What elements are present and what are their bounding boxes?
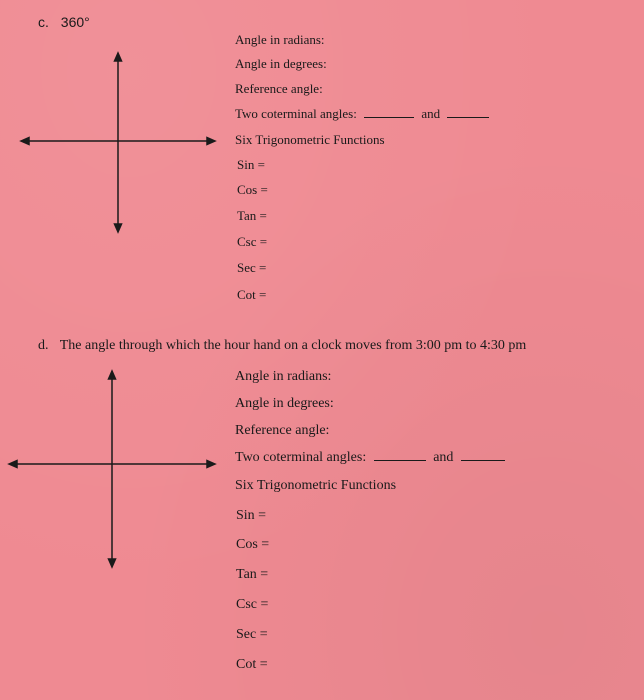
part-c-reference-label: Reference angle: [235, 81, 323, 96]
part-d-reference-label: Reference angle: [235, 423, 330, 438]
part-c-arrow-right [207, 138, 215, 145]
part-c-radians-label: Angle in radians: [235, 32, 325, 47]
part-d-degrees-label: Angle in degrees: [235, 396, 334, 411]
part-c-six-trig-heading: Six Trigonometric Functions [235, 132, 385, 147]
part-c-arrow-down [115, 224, 122, 232]
part-d-axes [6, 368, 218, 570]
part-c-tan: Tan = [237, 208, 267, 223]
part-d-coterminal-label: Two coterminal angles: [235, 450, 367, 465]
part-c-axes [18, 50, 218, 235]
part-d-coterminal-blank-2[interactable] [461, 459, 505, 461]
part-c-sec: Sec = [237, 260, 267, 275]
part-c-csc: Csc = [237, 234, 268, 249]
part-d-csc: Csc = [236, 597, 269, 612]
part-c-arrow-up [115, 53, 122, 61]
part-c-cos: Cos = [237, 182, 268, 197]
part-d-tan: Tan = [236, 567, 269, 582]
part-d-arrow-left [9, 461, 17, 468]
part-c-heading [38, 14, 90, 30]
part-c-coterminal-row [235, 106, 489, 122]
part-c-coterminal-label: Two coterminal angles: [235, 106, 357, 121]
part-d-sec: Sec = [236, 627, 268, 642]
part-c-coterminal-and: and [421, 106, 441, 121]
part-d-radians-label: Angle in radians: [235, 369, 332, 384]
part-c-degrees-label: Angle in degrees: [235, 56, 327, 71]
part-d-cos: Cos = [236, 537, 270, 552]
part-c-coterminal-blank-1[interactable] [364, 116, 414, 118]
part-c-sin: Sin = [237, 157, 265, 172]
part-d-heading [38, 338, 526, 354]
part-c-angle: 360° [60, 14, 90, 30]
part-c-cot: Cot = [237, 287, 267, 302]
part-d-six-trig-heading: Six Trigonometric Functions [235, 478, 397, 493]
part-c-arrow-left [21, 138, 29, 145]
part-d-coterminal-and: and [433, 450, 454, 465]
part-d-coterminal-blank-1[interactable] [374, 459, 426, 461]
part-d-arrow-up [109, 371, 116, 379]
part-d-arrow-down [109, 559, 116, 567]
part-c-label: c. [38, 14, 49, 30]
part-d-sin: Sin = [236, 508, 267, 523]
part-d-label: d. [38, 338, 49, 353]
part-d-question: The angle through which the hour hand on a clock moves from 3:00 pm to 4:30 pm [59, 338, 527, 353]
part-d-coterminal-row [235, 450, 505, 466]
part-d-arrow-right [207, 461, 215, 468]
part-c-coterminal-blank-2[interactable] [447, 116, 489, 118]
part-d-cot: Cot = [236, 657, 268, 672]
